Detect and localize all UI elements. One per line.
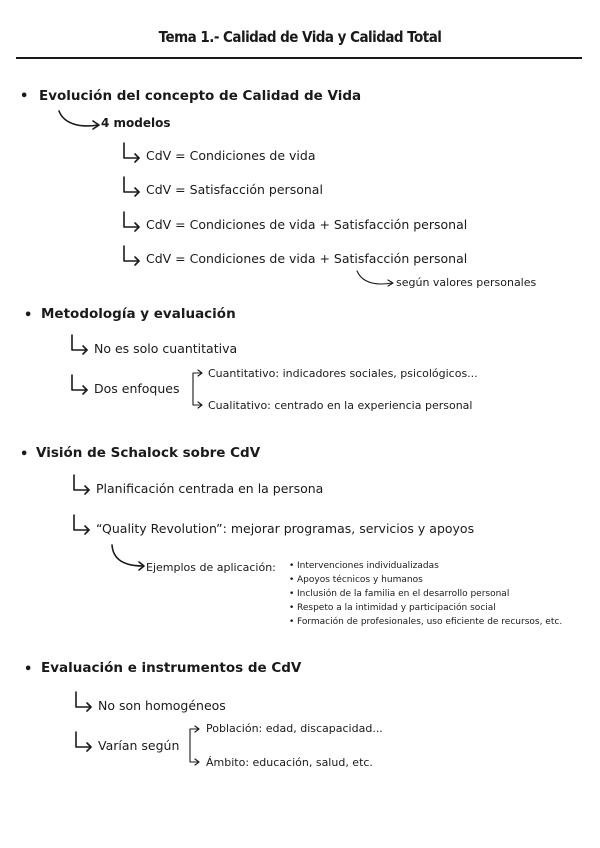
model-item: CdV = Satisfacción personal (146, 182, 323, 197)
corner-arrow-icon (74, 691, 96, 711)
bracket-arrow-icon (190, 368, 210, 412)
corner-arrow-icon (70, 334, 92, 354)
curved-arrow-icon (111, 544, 147, 574)
bullet-icon: • (24, 662, 33, 677)
bullet-icon: • (20, 447, 29, 462)
corner-arrow-icon (122, 176, 144, 196)
examples-label: Ejemplos de aplicación: (146, 561, 276, 574)
corner-arrow-icon (122, 211, 144, 231)
model-item: CdV = Condiciones de vida + Satisfacción personal (146, 251, 468, 266)
branch-ambito: Ámbito: educación, salud, etc. (206, 756, 373, 769)
corner-arrow-icon (122, 142, 144, 162)
model-item: CdV = Condiciones de vida + Satisfacción personal (146, 217, 468, 232)
model-item: CdV = Condiciones de vida (146, 148, 316, 163)
example-item: • Formación de profesionales, uso eficiente de recursos, etc. (289, 615, 562, 629)
examples-list (289, 559, 562, 629)
example-item: • Inclusión de la familia en el desarrollo personal (289, 587, 562, 601)
branch-cualitativo: Cualitativo: centrado en la experiencia personal (208, 399, 473, 412)
curved-arrow-icon (356, 270, 396, 290)
corner-arrow-icon (74, 731, 96, 751)
corner-arrow-icon (72, 474, 94, 494)
page-title: Tema 1.- Calidad de Vida y Calidad Total (158, 28, 442, 46)
item-no-homogeneos: No son homogéneos (98, 698, 226, 713)
item-no-cuantitativa: No es solo cuantitativa (94, 341, 238, 356)
sub-label-4-modelos: 4 modelos (101, 116, 171, 130)
section-heading-evaluacion: Evaluación e instrumentos de CdV (41, 660, 302, 676)
branch-cuantitativo: Cuantitativo: indicadores sociales, psicológicos... (208, 367, 478, 380)
section-heading-schalock: Visión de Schalock sobre CdV (36, 445, 261, 461)
item-dos-enfoques: Dos enfoques (94, 381, 180, 396)
corner-arrow-icon (122, 245, 144, 265)
example-item: • Intervenciones individualizadas (289, 559, 562, 573)
title-rule (16, 57, 582, 59)
bullet-icon: • (20, 89, 29, 104)
bracket-arrow-icon (187, 723, 207, 769)
item-quality-revolution: “Quality Revolution”: mejorar programas, servicios y apoyos (96, 521, 475, 536)
item-planificacion: Planificación centrada en la persona (96, 481, 324, 496)
corner-arrow-icon (72, 514, 94, 534)
corner-arrow-icon (70, 374, 92, 394)
curved-arrow-icon (58, 110, 102, 132)
branch-poblacion: Población: edad, discapacidad... (206, 722, 383, 735)
example-item: • Apoyos técnicos y humanos (289, 573, 562, 587)
section-heading-metodologia: Metodología y evaluación (41, 306, 236, 322)
note-valores-personales: según valores personales (396, 276, 537, 289)
section-heading-evolucion: Evolución del concepto de Calidad de Vida (39, 88, 362, 104)
bullet-icon: • (24, 308, 33, 323)
example-item: • Respeto a la intimidad y participación social (289, 601, 562, 615)
item-varian-segun: Varían según (98, 738, 180, 753)
